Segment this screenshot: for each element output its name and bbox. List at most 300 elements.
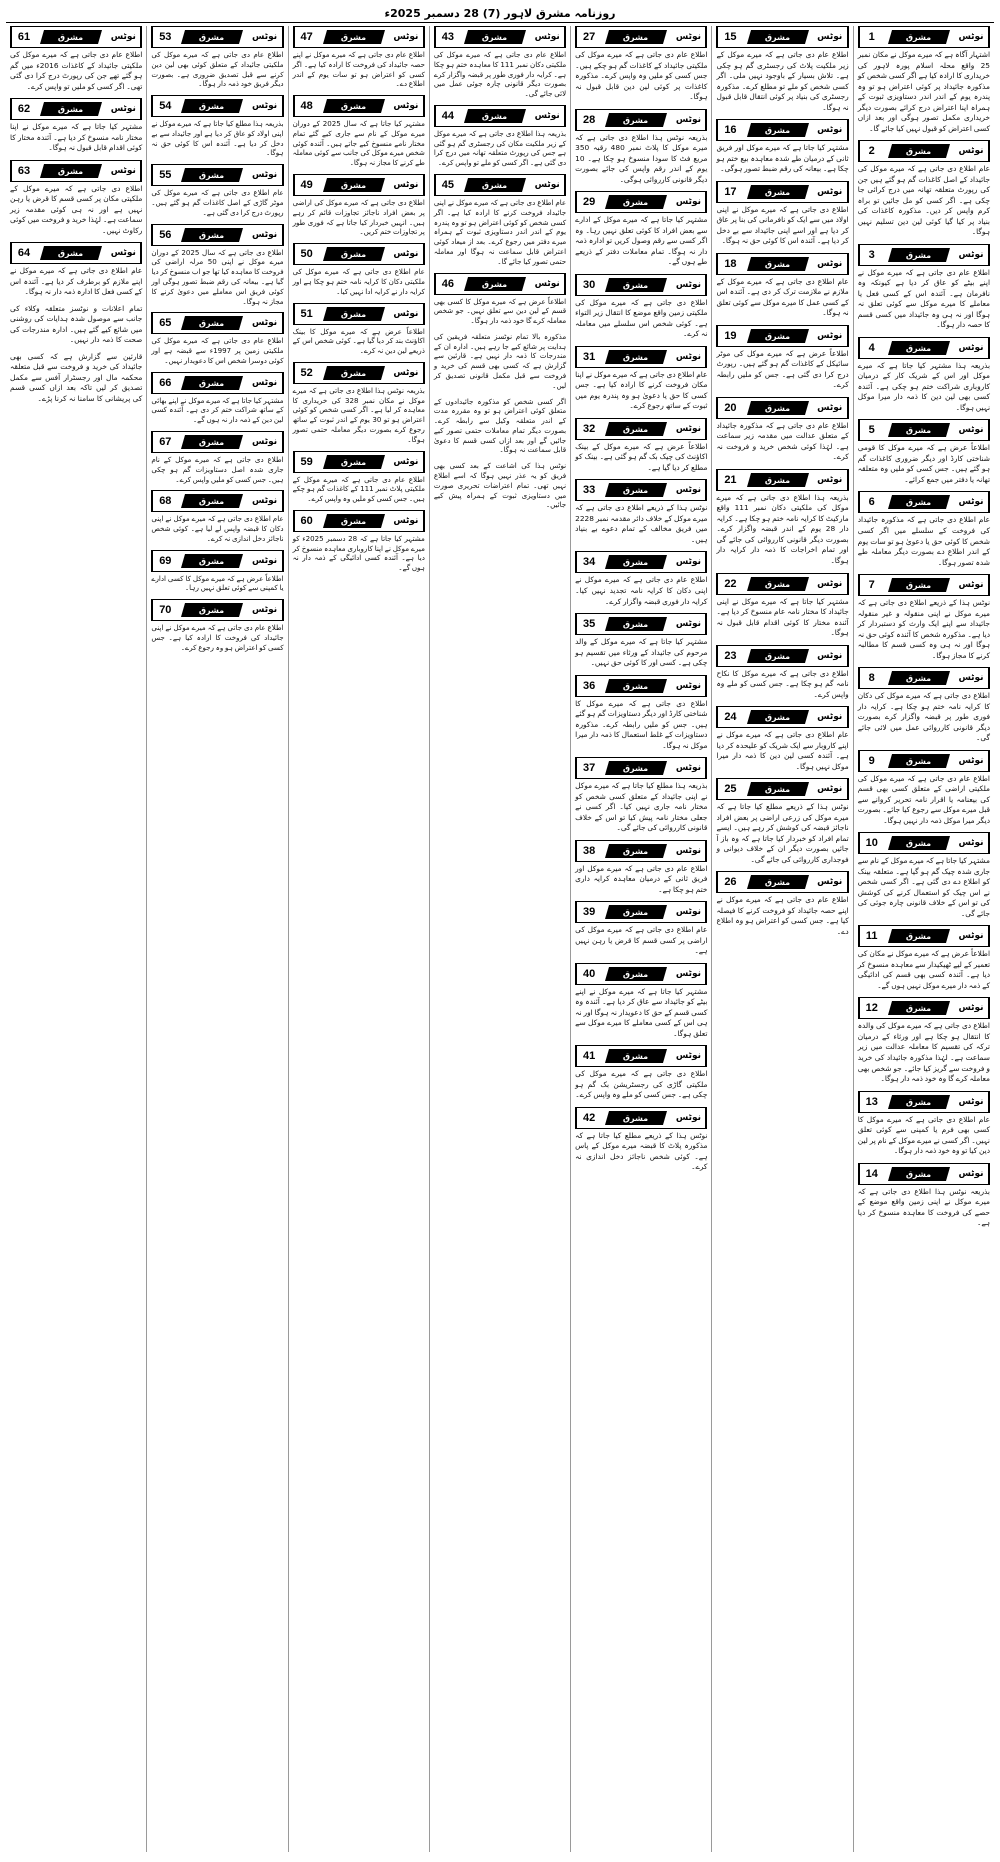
notice-header: [293, 243, 425, 265]
notice-badge: نوٹس: [671, 1046, 706, 1066]
notice-text: اطلاع دی جاتی ہے کہ میرے موکل کے ملکیتی مکان پر کسی قسم کا قرض یا رہن نہیں ہے اور نہ ہی کوئی مقدمہ زیر سماعت ہے۔ لہٰذا خرید و فروخت میں کوئی رکاوٹ نہیں۔: [10, 183, 143, 235]
notice-body: [434, 129, 566, 168]
notice-number: 2: [859, 141, 884, 161]
notice-number: 54: [152, 96, 177, 116]
notice-header: [151, 431, 283, 453]
notice-block: [716, 253, 848, 321]
notice-block: [575, 1045, 707, 1103]
masthead-logo-icon: [319, 27, 389, 47]
notice-badge: نوٹس: [530, 106, 565, 126]
notice-number: 66: [152, 373, 177, 393]
notice-number: 12: [859, 998, 884, 1018]
notice-body: [716, 421, 848, 463]
notice-block: [293, 303, 425, 358]
notice-badge: نوٹس: [248, 313, 283, 333]
notice-header: [434, 174, 566, 196]
notice-number: 64: [11, 243, 36, 263]
notice-body: [858, 774, 990, 827]
notice-badge: نوٹس: [106, 243, 141, 263]
notice-header: [293, 451, 425, 473]
masthead-logo-icon: [177, 313, 247, 333]
logo-label: مشرق: [623, 1051, 649, 1061]
notice-header: [716, 645, 848, 667]
logo-label: مشرق: [906, 343, 932, 353]
notice-badge: نوٹس: [671, 902, 706, 922]
notice-block: [575, 757, 707, 836]
notice-badge: نوٹس: [813, 872, 848, 892]
notice-text: اطلاعاً عرض ہے کہ میرے موکل کا کسی ادارے یا کمپنی سے کوئی تعلق نہیں رہا۔: [151, 573, 284, 593]
notice-body: [575, 215, 707, 268]
notice-block: [293, 26, 425, 91]
notice-body: [151, 514, 283, 543]
notice-badge: نوٹس: [954, 27, 989, 47]
notice-block: [716, 181, 848, 249]
notice-number: 18: [717, 254, 742, 274]
logo-label: مشرق: [764, 331, 791, 341]
masthead-logo-icon: [884, 833, 954, 853]
notice-text: اطلاعاً عرض ہے کہ میرے موکل کی موٹر سائیکل کے کاغذات گم ہو گئے ہیں۔ رپورٹ درج کرا دی گئی ہے۔ جس کو ملیں رابطہ کرے۔: [716, 348, 849, 390]
notice-header: [716, 469, 848, 491]
notice-header: [716, 871, 848, 893]
notice-header: [858, 337, 990, 359]
notice-text: بذریعہ ہذا اطلاع دی جاتی ہے کہ میرے موکل کے زیر ملکیت مکان کی رجسٹری گم ہو گئی ہے جس کی رپورٹ متعلقہ تھانہ میں درج کرا دی گئی ہے۔ اگر کسی کو ملے تو واپس کرے۔: [433, 128, 567, 168]
notice-badge: نوٹس: [954, 1164, 989, 1184]
notice-header: [10, 26, 142, 48]
notice-badge: نوٹس: [954, 751, 989, 771]
notice-number: 9: [859, 751, 884, 771]
notice-text: اطلاع عام دی جاتی ہے کہ میرے موکل کی ملکیتی زمین پر 1997ء سے قبضہ ہے اور کوئی دوسرا شخص اس کا دعویدار نہیں۔: [151, 336, 284, 365]
logo-label: مشرق: [199, 101, 226, 111]
notice-number: 53: [152, 27, 177, 47]
masthead-logo-icon: [601, 480, 671, 500]
notice-text: اطلاعاً عرض ہے کہ میرے موکل کا بینک اکاؤنٹ بند کر دیا گیا ہے۔ کوئی شخص اس کے ذریعے لین دین نہ کرے۔: [292, 326, 425, 356]
notice-badge: نوٹس: [389, 304, 424, 324]
logo-label: مشرق: [764, 579, 791, 588]
notice-badge: نوٹس: [813, 27, 848, 47]
logo-label: مشرق: [623, 846, 649, 856]
notice-body: [10, 50, 142, 92]
notice-header: [151, 599, 283, 621]
masthead-logo-icon: [36, 161, 106, 181]
logo-label: مشرق: [199, 437, 226, 447]
notice-badge: نوٹس: [954, 833, 989, 853]
notice-block: [716, 26, 848, 115]
notice-header: [434, 26, 566, 48]
logo-label: مشرق: [906, 580, 932, 590]
notice-block: [575, 26, 707, 105]
notice-header: [858, 574, 990, 596]
notice-header: [575, 757, 707, 779]
notice-number: 62: [11, 99, 36, 119]
notice-header: [716, 181, 848, 203]
logo-label: مشرق: [906, 250, 932, 260]
notice-number: 13: [859, 1092, 884, 1112]
logo-label: مشرق: [764, 784, 791, 794]
masthead-logo-icon: [742, 326, 812, 346]
notice-block: [151, 224, 283, 309]
notice-body: [434, 50, 566, 99]
notice-header: [858, 750, 990, 772]
notice-badge: نوٹس: [671, 614, 706, 634]
logo-label: مشرق: [764, 877, 791, 887]
notice-number: 35: [576, 614, 601, 634]
masthead-logo-icon: [319, 363, 389, 383]
notice-body: [716, 349, 848, 391]
notice-header: [716, 26, 848, 48]
notice-block: [575, 479, 707, 547]
notice-text: مشتہر کیا جاتا ہے کہ سال 2025 کے دوران میرے موکل کے نام سے جاری کیے گئے تمام مختار نامے منسوخ کیے جاتے ہیں۔ آئندہ کوئی شخص میرے موکل کی جانب سے کوئی معاملہ طے کرنے کا مجاز نہ ہوگا۔: [292, 119, 425, 168]
notice-number: 52: [294, 363, 319, 383]
notice-badge: نوٹس: [813, 707, 848, 727]
notice-number: 55: [152, 165, 177, 185]
notice-header: [858, 667, 990, 689]
notice-body: [575, 370, 707, 412]
notice-badge: نوٹس: [813, 779, 848, 799]
notice-badge: نوٹس: [248, 551, 283, 571]
notice-number: 23: [717, 646, 742, 666]
masthead-logo-icon: [884, 1164, 954, 1184]
notice-text: اطلاع دی جاتی ہے کہ میرے موکل کی ملکیتی زمین واقع موضع کا انتقال زیر التواء ہے۔ کوئی شخص اس سلسلے میں معاملہ نہ کرے۔: [575, 297, 708, 339]
notice-block: [293, 243, 425, 298]
masthead-logo-icon: [884, 245, 954, 265]
notice-block: [575, 274, 707, 342]
notice-text: بذریعہ ہذا مطلع کیا جاتا ہے کہ میرے موکل نے اپنی جائیداد کے متعلق کسی شخص کو مختار نامہ جاری نہیں کیا۔ اگر کسی نے جعلی مختار نامہ پیش کیا تو اس کے خلاف قانونی کارروائی کی جائے گی۔: [575, 781, 708, 833]
logo-label: مشرق: [482, 180, 508, 190]
notice-block: [858, 1163, 990, 1231]
notice-number: 1: [859, 27, 884, 47]
notice-body: [151, 336, 283, 365]
notice-block: [151, 164, 283, 219]
notice-text: اطلاعاً عرض ہے کہ میرے موکل نے مکان کی تعمیر کے لیے ٹھیکیدار سے معاہدہ منسوخ کر دیا ہے۔ آئندہ کسی بھی قسم کی ادائیگی کے ذمہ دار میرے موکل نہیں ہوں گے۔: [857, 949, 990, 990]
notice-badge: نوٹس: [106, 27, 141, 47]
notice-text: نوٹس ہذا کے ذریعے اطلاع دی جاتی ہے کہ میرے موکل نے اپنی منقولہ و غیر منقولہ جائیداد سے اپنے ایک وارث کو دستبردار کر دیا ہے۔ مذکورہ شخص کا آئندہ کوئی حق نہ ہوگا اور نہ ہی وہ کسی قسم کا مطالبہ کرنے کا مجاز ہوگا۔: [857, 598, 990, 660]
notice-badge: نوٹس: [813, 182, 848, 202]
notice-text: مشتہر کیا جاتا ہے کہ میرے موکل کے نام سے جاری شدہ چیک گم ہو گیا ہے۔ متعلقہ بینک کو اطلاع دے دی گئی ہے۔ اگر کسی شخص نے اس چیک کو استعمال کرنے کی کوشش کی تو اس کے خلاف قانونی چارہ جوئی کی جائے گی۔: [857, 856, 990, 918]
notice-badge: نوٹس: [389, 244, 424, 264]
notice-text: اطلاع دی جاتی ہے کہ میرے موکل کی والدہ کا انتقال ہو چکا ہے اور ورثاء کے درمیان ترکہ کی تقسیم کا معاملہ عدالت میں زیر سماعت ہے۔ لہٰذا مذکورہ جائیداد کی خرید و فروخت سے گریز کیا جائے۔ جو شخص بھی معاملہ کرے گا وہ خود ذمہ دار ہوگا۔: [857, 1021, 990, 1084]
notice-badge: نوٹس: [530, 175, 565, 195]
notice-block: [858, 925, 990, 993]
notice-text: اطلاع عام دی جاتی ہے کہ میرے موکل اور فریق ثانی کے درمیان معاہدہ کرایہ داری ختم ہو چکا ہے۔: [575, 863, 708, 894]
notice-text: مشتہر کیا جاتا ہے کہ 28 دسمبر 2025ء کو میرے موکل نے اپنا کاروباری معاہدہ منسوخ کر دیا ہے۔ آئندہ کسی ادائیگی کے ذمہ دار نہ ہوں گے۔: [292, 533, 425, 573]
notice-badge: نوٹس: [248, 491, 283, 511]
notice-body: [858, 515, 990, 568]
masthead-logo-icon: [601, 758, 671, 778]
masthead-logo-icon: [177, 600, 247, 620]
notice-number: 38: [576, 841, 601, 861]
logo-label: مشرق: [623, 681, 649, 691]
notice-text: بذریعہ نوٹس ہذا اطلاع دی جاتی ہے کہ میرے موکل کا پلاٹ نمبر 480 رقبہ 350 مربع فٹ کا سودا منسوخ ہو چکا ہے۔ 10 یوم کے اندر رقم واپس کی جائے بصورت دیگر قانونی کارروائی ہوگی۔: [575, 132, 708, 184]
notice-badge: نوٹس: [530, 274, 565, 294]
masthead-logo-icon: [36, 27, 106, 47]
notice-text: اطلاعاً عرض ہے کہ میرے موکل کے بینک اکاؤنٹ کی چیک بک گم ہو گئی ہے۔ بینک کو مطلع کر دیا گیا ہے۔: [575, 441, 708, 472]
notice-header: [575, 109, 707, 131]
notice-header: [151, 312, 283, 334]
notice-text: عام اطلاع دی جاتی ہے کہ میرے موکل کی ملکیتی دکان کا کرایہ نامہ ختم ہو چکا ہے اور کرایہ دار نے کرایہ ادا نہیں کیا۔: [292, 267, 425, 296]
logo-label: مشرق: [623, 619, 649, 629]
paragraph-text: مذکورہ بالا تمام نوٹسز متعلقہ فریقین کی ہدایت پر شائع کیے جا رہے ہیں۔ ادارہ ان کے مندرجات کا ذمہ دار نہیں ہے۔ قارئین سے گزارش ہے کہ کسی بھی قسم کی خرید و فروخت سے قبل مکمل قانونی تصدیق کر لیں۔: [433, 331, 567, 390]
masthead-logo-icon: [601, 347, 671, 367]
notice-text: اطلاع دی جاتی ہے کہ سال 2025 کے دوران میرے موکل نے اپنی 50 مرلہ اراضی کی فروخت کا معاہدہ کیا تھا جو اب منسوخ کر دیا گیا ہے۔ بیعانہ کی رقم ضبط تصور ہوگی اور کوئی فریق اس معاملے میں دعویٰ کرنے کا مجاز نہ ہوگا۔: [151, 247, 284, 306]
notice-header: [151, 550, 283, 572]
logo-label: مشرق: [906, 146, 932, 156]
logo-label: مشرق: [199, 318, 226, 328]
notice-text: مشتہر کیا جاتا ہے کہ میرے موکل نے اپنے بیٹے کو جائیداد سے عاق کر دیا ہے۔ آئندہ وہ کسی قسم کے حق کا دعویدار نہ ہوگا اور نہ ہی اس کے کسی معاملے کا میرے موکل سے تعلق ہوگا۔: [575, 986, 708, 1038]
notice-header: [293, 303, 425, 325]
paragraph-text: قارئین سے گزارش ہے کہ کسی بھی جائیداد کی خرید و فروخت سے قبل متعلقہ محکمہ مال اور رجسٹرار آفس سے مکمل تصدیق کر لیں تاکہ بعد ازاں کسی قسم کی پریشانی کا سامنا نہ کرنا پڑے۔: [10, 351, 143, 403]
notice-header: [575, 274, 707, 296]
logo-label: مشرق: [906, 756, 932, 766]
notice-badge: نوٹس: [530, 27, 565, 47]
notice-body: [151, 248, 283, 307]
notice-badge: نوٹس: [671, 964, 706, 984]
notice-header: [575, 191, 707, 213]
notice-badge: نوٹس: [954, 245, 989, 265]
notice-number: 61: [11, 27, 36, 47]
notice-text: اطلاع دی جاتی ہے کہ میرے موکل کے نام جاری شدہ اصل دستاویزات گم ہو چکی ہیں۔ جس کسی کو ملیں واپس کرے۔: [151, 454, 284, 484]
notice-header: [716, 573, 848, 595]
notice-column: [146, 26, 287, 1852]
notice-text: اطلاع دی جاتی ہے کہ میرے موکل نے اپنی اولاد میں سے ایک کو نافرمانی کی بنا پر عاق کر دیا ہے اور اسے اپنی جائیداد سے بے دخل کر دیا ہے۔ آئندہ اس کا کوئی حق نہ ہوگا۔: [716, 204, 849, 246]
notice-body: [10, 122, 142, 154]
notice-block: [434, 174, 566, 268]
notice-column: [429, 26, 570, 1852]
notice-header: [575, 479, 707, 501]
notice-text: بذریعہ نوٹس ہذا اطلاع دی جاتی ہے کہ میرے موکل نے اپنی زمین واقع موضع کے حصے کی فروخت کا معاہدہ منسوخ کر دیا ہے۔: [857, 1186, 990, 1228]
notice-text: اطلاع دی جاتی ہے کہ میرے موکل کی ملکیتی گاڑی کی رجسٹریشن بک گم ہو چکی ہے۔ جس کسی کو ملے وہ واپس کرے۔: [575, 1069, 708, 1100]
notice-header: [858, 491, 990, 513]
masthead-logo-icon: [36, 243, 106, 263]
notice-header: [858, 925, 990, 947]
column-grid: [6, 26, 994, 1852]
notice-body: [858, 164, 990, 238]
notice-header: [151, 164, 283, 186]
masthead-logo-icon: [742, 120, 812, 140]
notice-header: [858, 140, 990, 162]
notice-number: 8: [859, 668, 884, 688]
notice-badge: نوٹس: [248, 165, 283, 185]
notice-badge: نوٹس: [813, 574, 848, 594]
logo-label: مشرق: [58, 166, 84, 176]
notice-header: [858, 832, 990, 854]
notice-body: [716, 205, 848, 247]
notice-badge: نوٹس: [248, 373, 283, 393]
notice-block: [858, 26, 990, 136]
notice-body: [716, 730, 848, 772]
notice-header: [293, 95, 425, 117]
logo-label: مشرق: [764, 32, 791, 42]
notice-body: [716, 50, 848, 113]
notice-number: 40: [576, 964, 601, 984]
notice-block: [716, 706, 848, 774]
logo-label: مشرق: [199, 378, 226, 388]
masthead-logo-icon: [319, 304, 389, 324]
notice-text: بذریعہ ہذا اطلاع دی جاتی ہے کہ میرے موکل کی ملکیتی دکان نمبر 111 واقع مارکیٹ کا کرایہ نامہ ختم ہو چکا ہے۔ کرایہ دار 28 یوم کے اندر قبضہ واگزار کرے۔ بصورت دیگر قانونی کارروائی کی جائے گی اور تمام اخراجات کا ذمہ دار کرایہ دار ہوگا۔: [716, 492, 849, 565]
notice-body: [858, 949, 990, 991]
masthead-logo-icon: [884, 27, 954, 47]
notice-header: [575, 901, 707, 923]
notice-badge: نوٹس: [671, 192, 706, 212]
masthead-logo-icon: [884, 926, 954, 946]
masthead-logo-icon: [177, 27, 247, 47]
notice-text: اطلاع عام دی جاتی ہے کہ میرے موکل کی ملکیتی اراضی کے متعلق کسی بھی قسم کی بیعنامہ یا اقرار نامہ تحریر کروانے سے قبل میرے موکل سے رجوع کیا جائے۔ بصورت دیگر میرا موکل ذمہ دار نہیں ہوگا۔: [857, 773, 990, 825]
notice-header: [716, 119, 848, 141]
notice-text: اطلاع عام دی جاتی ہے کہ میرے موکل کی ملکیتی جائیداد کے کاغذات 2016ء میں گم ہو گئے تھے جن کی رپورٹ درج کرا دی گئی تھی۔ اگر کسی کو ملیں تو واپس کرے۔: [10, 50, 143, 91]
notice-header: [10, 160, 142, 182]
notice-number: 34: [576, 552, 601, 572]
notice-text: عام اطلاع دی جاتی ہے کہ میرے موکل نے اپنے ملازم کو برطرف کر دیا ہے۔ آئندہ اس کے کسی فعل کا ادارہ ذمہ دار نہ ہوگا۔: [10, 266, 143, 297]
notice-block: [716, 397, 848, 465]
notice-badge: نوٹس: [248, 225, 283, 245]
notice-body: [716, 895, 848, 937]
paragraph-text: تمام اعلانات و نوٹسز متعلقہ وکلاء کی جانب سے موصول شدہ ہدایات کی روشنی میں شائع کیے گئے ہیں۔ ادارہ مندرجات کی صحت کا ذمہ دار نہیں۔: [10, 303, 143, 345]
logo-label: مشرق: [199, 556, 226, 566]
notice-block: [858, 419, 990, 487]
notice-header: [575, 346, 707, 368]
notice-block: [10, 98, 142, 156]
notice-badge: نوٹس: [106, 99, 141, 119]
notice-number: 59: [294, 452, 319, 472]
notice-badge: نوٹس: [248, 96, 283, 116]
notice-text: مشتہر کیا جاتا ہے کہ میرے موکل نے اپنے بھائی کے ساتھ شراکت ختم کر دی ہے۔ آئندہ کسی لین دین کے ذمہ دار نہ ہوں گے۔: [151, 395, 284, 425]
notice-number: 69: [152, 551, 177, 571]
logo-label: مشرق: [623, 424, 649, 434]
notice-number: 29: [576, 192, 601, 212]
notice-block: [151, 95, 283, 160]
notice-header: [716, 706, 848, 728]
logo-label: مشرق: [482, 32, 508, 42]
notice-header: [151, 490, 283, 512]
notice-number: 67: [152, 432, 177, 452]
masthead-logo-icon: [177, 96, 247, 116]
notice-block: [575, 963, 707, 1042]
logo-label: مشرق: [906, 497, 932, 507]
notice-badge: نوٹس: [813, 120, 848, 140]
notice-number: 27: [576, 27, 601, 47]
notice-header: [575, 418, 707, 440]
notice-badge: نوٹس: [389, 175, 424, 195]
notice-number: 25: [717, 779, 742, 799]
notice-body: [575, 575, 707, 607]
notice-number: 7: [859, 575, 884, 595]
masthead-logo-icon: [460, 106, 530, 126]
notice-body: [293, 50, 425, 89]
notice-body: [716, 277, 848, 319]
notice-body: [858, 691, 990, 744]
logo-label: مشرق: [623, 557, 649, 567]
logo-label: مشرق: [341, 249, 367, 259]
masthead-logo-icon: [601, 275, 671, 295]
logo-label: مشرق: [906, 32, 932, 42]
notice-badge: نوٹس: [671, 275, 706, 295]
notice-badge: نوٹس: [813, 398, 848, 418]
notice-header: [858, 419, 990, 441]
notice-body: [858, 361, 990, 414]
notice-text: عام اطلاع دی جاتی ہے کہ میرے موکل نے اپنے کاروبار سے ایک شریک کو علیحدہ کر دیا ہے۔ آئندہ کسی لین دین کا ذمہ دار میرا موکل نہیں ہوگا۔: [716, 730, 849, 771]
masthead-logo-icon: [742, 574, 812, 594]
notice-badge: نوٹس: [671, 552, 706, 572]
notice-header: [575, 1107, 707, 1129]
notice-header: [716, 397, 848, 419]
notice-block: [858, 997, 990, 1086]
notice-badge: نوٹس: [389, 27, 424, 47]
notice-body: [293, 386, 425, 445]
notice-block: [151, 372, 283, 427]
notice-number: 41: [576, 1046, 601, 1066]
logo-label: مشرق: [906, 838, 932, 848]
notice-text: عام اطلاع دی جاتی ہے کہ میرے موکل کی موٹر گاڑی کے اصل کاغذات گم ہو گئے ہیں۔ رپورٹ درج کرا دی گئی ہے۔: [151, 188, 284, 217]
notice-badge: نوٹس: [671, 1108, 706, 1128]
notice-badge: نوٹس: [813, 326, 848, 346]
notice-block: [858, 337, 990, 416]
notice-text: اطلاع عام دی جاتی ہے کہ میرے موکل نے اپنی جائیداد کی فروخت کا ارادہ کیا ہے۔ جس کسی کو اعتراض ہو وہ رجوع کرے۔: [151, 623, 284, 652]
notice-text: مشتہر کیا جاتا ہے کہ میرے موکل نے اپنی جائیداد کا مختار نامہ عام منسوخ کر دیا ہے۔ آئندہ مختار کا کوئی اقدام قابل قبول نہ ہوگا۔: [716, 596, 849, 638]
logo-label: مشرق: [58, 104, 84, 114]
logo-label: مشرق: [764, 187, 791, 197]
article-paragraph: [434, 397, 566, 458]
notice-body: [858, 268, 990, 331]
notice-number: 45: [435, 175, 460, 195]
notice-header: [575, 963, 707, 985]
notice-block: [434, 26, 566, 101]
logo-label: مشرق: [199, 605, 226, 615]
notice-text: مشتہر کیا جاتا ہے کہ میرے موکل کے والد مرحوم کی جائیداد کے ورثاء میں تقسیم ہو چکی ہے۔ کسی اور کا کوئی حق نہیں۔: [575, 637, 708, 668]
notice-badge: نوٹس: [954, 420, 989, 440]
notice-block: [575, 613, 707, 671]
notice-body: [858, 50, 990, 134]
notice-header: [575, 675, 707, 697]
notice-block: [716, 645, 848, 703]
notice-text: عام اطلاع دی جاتی ہے کہ میرے موکل کا کسی بھی فرم یا کمپنی سے کوئی تعلق نہیں۔ اگر کسی نے میرے موکل کے نام پر لین دین کیا تو وہ خود ذمہ دار ہوگا۔: [857, 1114, 990, 1156]
notice-text: اطلاع عام دی جاتی ہے کہ میرے موکل کی ملکیتی جائیداد کے متعلق کوئی بھی لین دین کرنے سے قبل تصدیق ضروری ہے۔ بصورت دیگر فریق خود ذمہ دار ہوگا۔: [151, 50, 284, 89]
masthead-logo-icon: [177, 491, 247, 511]
logo-label: مشرق: [58, 248, 84, 258]
masthead-logo-icon: [460, 274, 530, 294]
notice-block: [151, 490, 283, 545]
notice-column: [711, 26, 852, 1852]
notice-block: [10, 242, 142, 300]
notice-body: [151, 188, 283, 217]
notice-number: 37: [576, 758, 601, 778]
notice-block: [293, 362, 425, 447]
notice-body: [575, 1131, 707, 1173]
logo-label: مشرق: [764, 403, 791, 413]
logo-label: مشرق: [764, 259, 791, 269]
notice-block: [293, 95, 425, 170]
notice-number: 63: [11, 161, 36, 181]
notice-body: [434, 198, 566, 266]
masthead-logo-icon: [742, 470, 812, 490]
notice-text: عام اطلاع دی جاتی ہے کہ مذکورہ جائیداد کی فروخت کے سلسلے میں اگر کسی شخص کا کوئی حق یا دعویٰ ہو تو سات یوم کے اندر اطلاع دے بصورت دیگر معاملہ طے شدہ تصور ہوگا۔: [857, 515, 990, 567]
notice-text: اطلاع دی جاتی ہے کہ میرے موکل کا شناختی کارڈ اور دیگر دستاویزات گم ہو گئے ہیں۔ جس کو ملیں رابطہ کرے۔ مذکورہ دستاویزات کے غلط استعمال کا ذمہ دار میرا موکل نہ ہوگا۔: [575, 698, 708, 750]
notice-badge: نوٹس: [671, 480, 706, 500]
notice-number: 47: [294, 27, 319, 47]
notice-body: [151, 623, 283, 652]
notice-text: بذریعہ ہذا مطلع کیا جاتا ہے کہ میرے موکل نے اپنی اولاد کو عاق کر دیا ہے اور جائیداد سے بے دخل کر دیا ہے۔ آئندہ اس کا کوئی حق نہ ہوگا۔: [151, 119, 284, 158]
notice-text: عام اطلاع دی جاتی ہے کہ میرے موکل کی جائیداد کے اصل کاغذات گم ہو گئے ہیں جن کی رپورٹ متعلقہ تھانہ میں درج کرائی جا چکی ہے۔ اگر کسی کو مل جائیں تو براہ کرم واپس کر دیں۔ مذکورہ کاغذات کی بنیاد پر کیا گیا کوئی لین دین تسلیم نہیں ہوگا۔: [857, 164, 990, 237]
notice-column: [853, 26, 994, 1852]
notice-text: عام اطلاع دی جاتی ہے کہ میرے موکل کے ملازم نے ملازمت ترک کر دی ہے۔ آئندہ اس کے کسی عمل کا میرے موکل سے کوئی تعلق نہ ہوگا۔: [716, 276, 849, 318]
notice-text: نوٹس ہذا کے ذریعے مطلع کیا جاتا ہے کہ مذکورہ پلاٹ کا قبضہ میرے موکل کے پاس ہے۔ کوئی شخص ناجائز دخل اندازی نہ کرے۔: [575, 1130, 708, 1172]
notice-body: [293, 198, 425, 237]
notice-text: اطلاع دی جاتی ہے کہ میرے موکل کا نکاح نامہ گم ہو چکا ہے۔ جس کسی کو ملے وہ واپس کرے۔: [716, 668, 849, 699]
notice-number: 60: [294, 511, 319, 531]
notice-block: [716, 325, 848, 393]
notice-number: 11: [859, 926, 884, 946]
notice-badge: نوٹس: [389, 452, 424, 472]
notice-badge: نوٹس: [671, 27, 706, 47]
notice-number: 3: [859, 245, 884, 265]
